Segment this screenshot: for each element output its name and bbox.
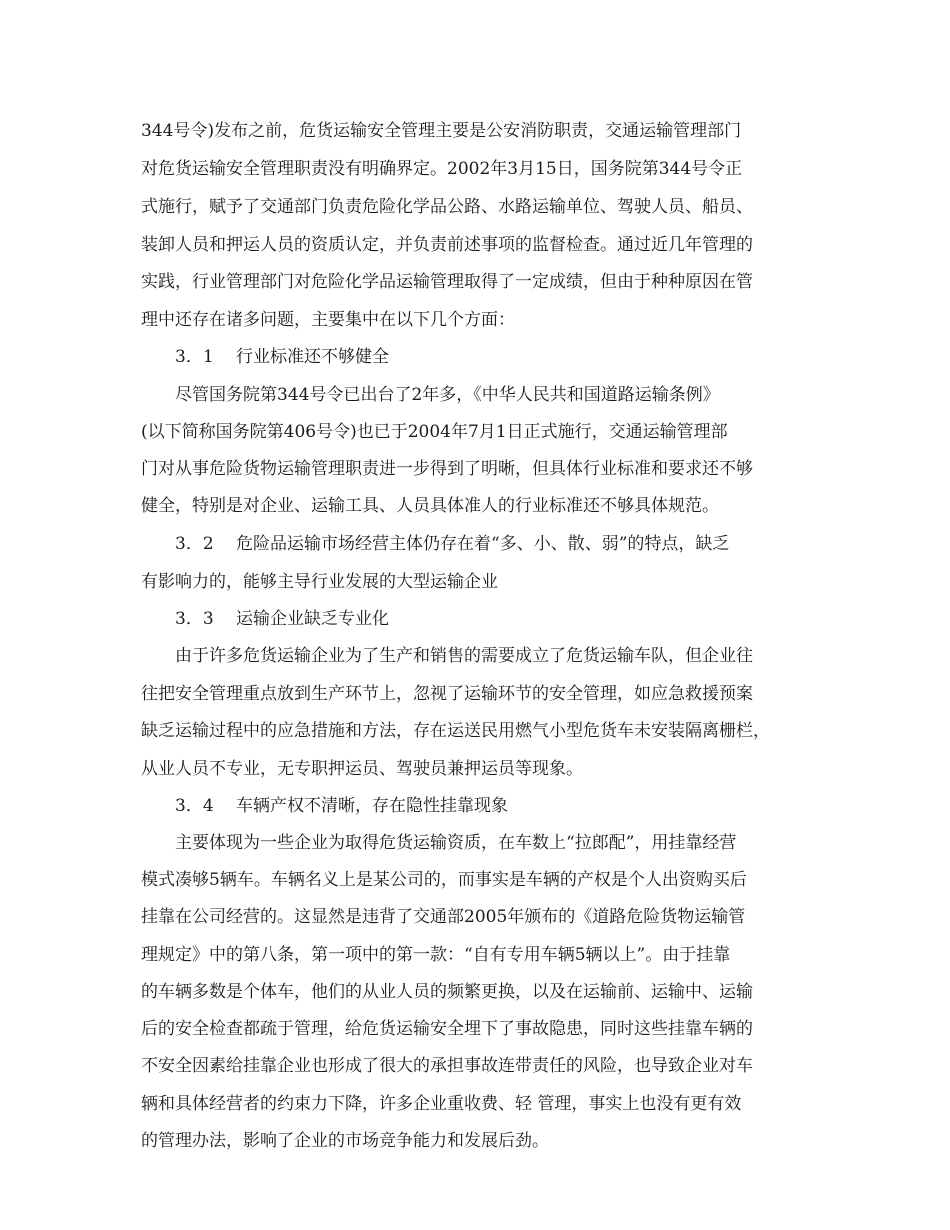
paragraph-line: 由于许多危货运输企业为了生产和销售的需要成立了危货运输车队，但企业往	[175, 646, 753, 666]
section-heading-3-2: 3．2 危险品运输市场经营主体仍存在着“多、小、散、弱”的特点，缺乏	[175, 534, 730, 554]
paragraph-line: 式施行，赋予了交通部门负责危险化学品公路、水路运输单位、驾驶人员、船员、	[141, 197, 753, 217]
paragraph-line: 对危货运输安全管理职责没有明确界定。2002年3月15日，国务院第344号令正	[141, 159, 743, 179]
paragraph-line: 不安全因素给挂靠企业也形成了很大的承担事故连带责任的风险，也导致企业对车	[141, 1056, 753, 1076]
paragraph-line: 主要体现为一些企业为取得危货运输资质，在车数上“拉郎配”，用挂靠经营	[175, 833, 737, 853]
paragraph-line: 缺乏运输过程中的应急措施和方法，存在运送民用燃气小型危货车未安装隔离栅栏，	[141, 721, 770, 741]
paragraph-line: 健全，特别是对企业、运输工具、人员具体准人的行业标准还不够具体规范。	[141, 496, 719, 516]
paragraph-line: 理中还存在诸多问题，主要集中在以下几个方面：	[141, 310, 515, 330]
paragraph-line: 的管理办法，影响了企业的市场竞争能力和发展后劲。	[141, 1131, 549, 1151]
paragraph-line: 后的安全检查都疏于管理，给危货运输安全埋下了事故隐患，同时这些挂靠车辆的	[141, 1019, 753, 1039]
section-heading-3-1: 3．1 行业标准还不够健全	[175, 347, 390, 367]
paragraph-line: 尽管国务院第344号令已出台了2年多，《中华人民共和国道路运输条例》	[175, 385, 720, 405]
paragraph-line: 有影响力的，能够主导行业发展的大型运输企业	[141, 572, 498, 592]
paragraph-line: 辆和具体经营者的约束力下降，许多企业重收费、轻 管理，事实上也没有更有效	[141, 1094, 742, 1114]
paragraph-line: 挂靠在公司经营的。这显然是违背了交通部2005年颁布的《道路危险货物运输管	[141, 907, 746, 927]
paragraph-line: 理规定》中的第八条，第一项中的第一款：“自有专用车辆5辆以上”。由于挂靠	[141, 945, 731, 965]
paragraph-line: 模式凑够5辆车。车辆名义上是某公司的，而事实是车辆的产权是个人出资购买后	[141, 870, 747, 890]
paragraph-line: 从业人员不专业，无专职押运员、驾驶员兼押运员等现象。	[141, 759, 583, 779]
paragraph-line: 实践，行业管理部门对危险化学品运输管理取得了一定成绩，但由于种种原因在管	[141, 272, 753, 292]
section-heading-3-3: 3．3 运输企业缺乏专业化	[175, 609, 390, 629]
paragraph-line: (以下简称国务院第406号令)也已于2004年7月1日正式施行，交通运输管理部	[141, 422, 728, 442]
paragraph-line: 往把安全管理重点放到生产环节上，忽视了运输环节的安全管理，如应急救援预案	[141, 684, 753, 704]
paragraph-line: 344号令)发布之前，危货运输安全管理主要是公安消防职责，交通运输管理部门	[141, 121, 742, 141]
paragraph-line: 门对从事危险货物运输管理职责进一步得到了明晰，但具体行业标准和要求还不够	[141, 459, 753, 479]
paragraph-line: 的车辆多数是个体车，他们的从业人员的频繁更换，以及在运输前、运输中、运输	[141, 982, 753, 1002]
section-heading-3-4: 3．4 车辆产权不清晰，存在隐性挂靠现象	[175, 796, 509, 816]
paragraph-line: 装卸人员和押运人员的资质认定，并负责前述事项的监督检查。通过近几年管理的	[141, 235, 753, 255]
